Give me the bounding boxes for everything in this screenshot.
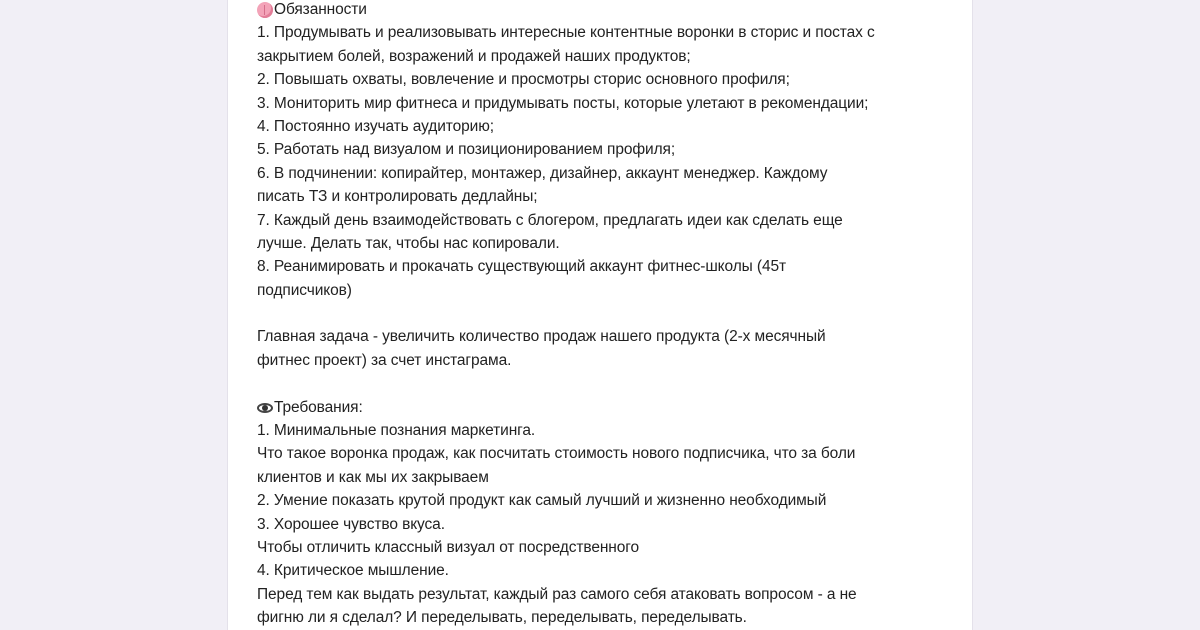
duties-line: писать ТЗ и контролировать дедлайны; — [257, 188, 538, 206]
requirements-line: 2. Умение показать крутой продукт как самый лучший и жизненно необходимый — [257, 492, 827, 510]
requirements-line: Перед тем как выдать результат, каждый раз самого себя атаковать вопросом - а не — [257, 585, 857, 603]
duties-line: 1. Продумывать и реализовывать интересные контентные воронки в сторис и постах с — [257, 24, 875, 42]
main-goal-line: фитнес проект) за счет инстаграма. — [257, 351, 512, 369]
requirements-line: 3. Хорошее чувство вкуса. — [257, 515, 445, 533]
duties-line: 7. Каждый день взаимодействовать с блогером, предлагать идеи как сделать еще — [257, 211, 843, 229]
requirements-line: 4. Критическое мышление. — [257, 562, 449, 580]
duties-line: 3. Мониторить мир фитнеса и придумывать посты, которые улетают в рекомендации; — [257, 94, 869, 112]
brain-emoji-icon — [257, 2, 273, 18]
right-background-panel — [973, 0, 1200, 630]
eye-emoji-icon — [257, 403, 273, 413]
duties-title: Обязанности — [274, 1, 367, 18]
duties-line: 5. Работать над визуалом и позиционированием профиля; — [257, 141, 676, 159]
duties-line: закрытием болей, возражений и продажей наших продуктов; — [257, 47, 691, 65]
paragraph-spacer — [257, 372, 957, 395]
requirements-line: 1. Минимальные познания маркетинга. — [257, 422, 536, 440]
requirements-line: клиентов и как мы их закрываем — [257, 468, 489, 486]
requirements-line: фигню ли я сделал? И переделывать, переделывать, переделывать. — [257, 609, 747, 627]
duties-line: 8. Реанимировать и прокачать существующий аккаунт фитнес-школы (45т — [257, 258, 787, 276]
document-card — [227, 0, 973, 630]
duties-line: 2. Повышать охваты, вовлечение и просмотры сторис основного профиля; — [257, 71, 790, 89]
requirements-title: Требования: — [274, 398, 363, 416]
document-text — [257, 0, 957, 630]
paragraph-spacer — [257, 302, 957, 325]
left-background-panel — [0, 0, 227, 630]
duties-line: 6. В подчинении: копирайтер, монтажер, дизайнер, аккаунт менеджер. Каждому — [257, 164, 828, 182]
requirements-line: Чтобы отличить классный визуал от посредственного — [257, 538, 640, 556]
duties-heading — [257, 0, 957, 21]
duties-line: лучше. Делать так, чтобы нас копировали. — [257, 234, 560, 252]
requirements-heading — [257, 396, 957, 419]
duties-line: подписчиков) — [257, 281, 352, 299]
requirements-line: Что такое воронка продаж, как посчитать стоимость нового подписчика, что за боли — [257, 445, 856, 463]
main-goal-line: Главная задача - увеличить количество продаж нашего продукта (2-х месячный — [257, 328, 826, 346]
duties-line: 4. Постоянно изучать аудиторию; — [257, 117, 494, 135]
